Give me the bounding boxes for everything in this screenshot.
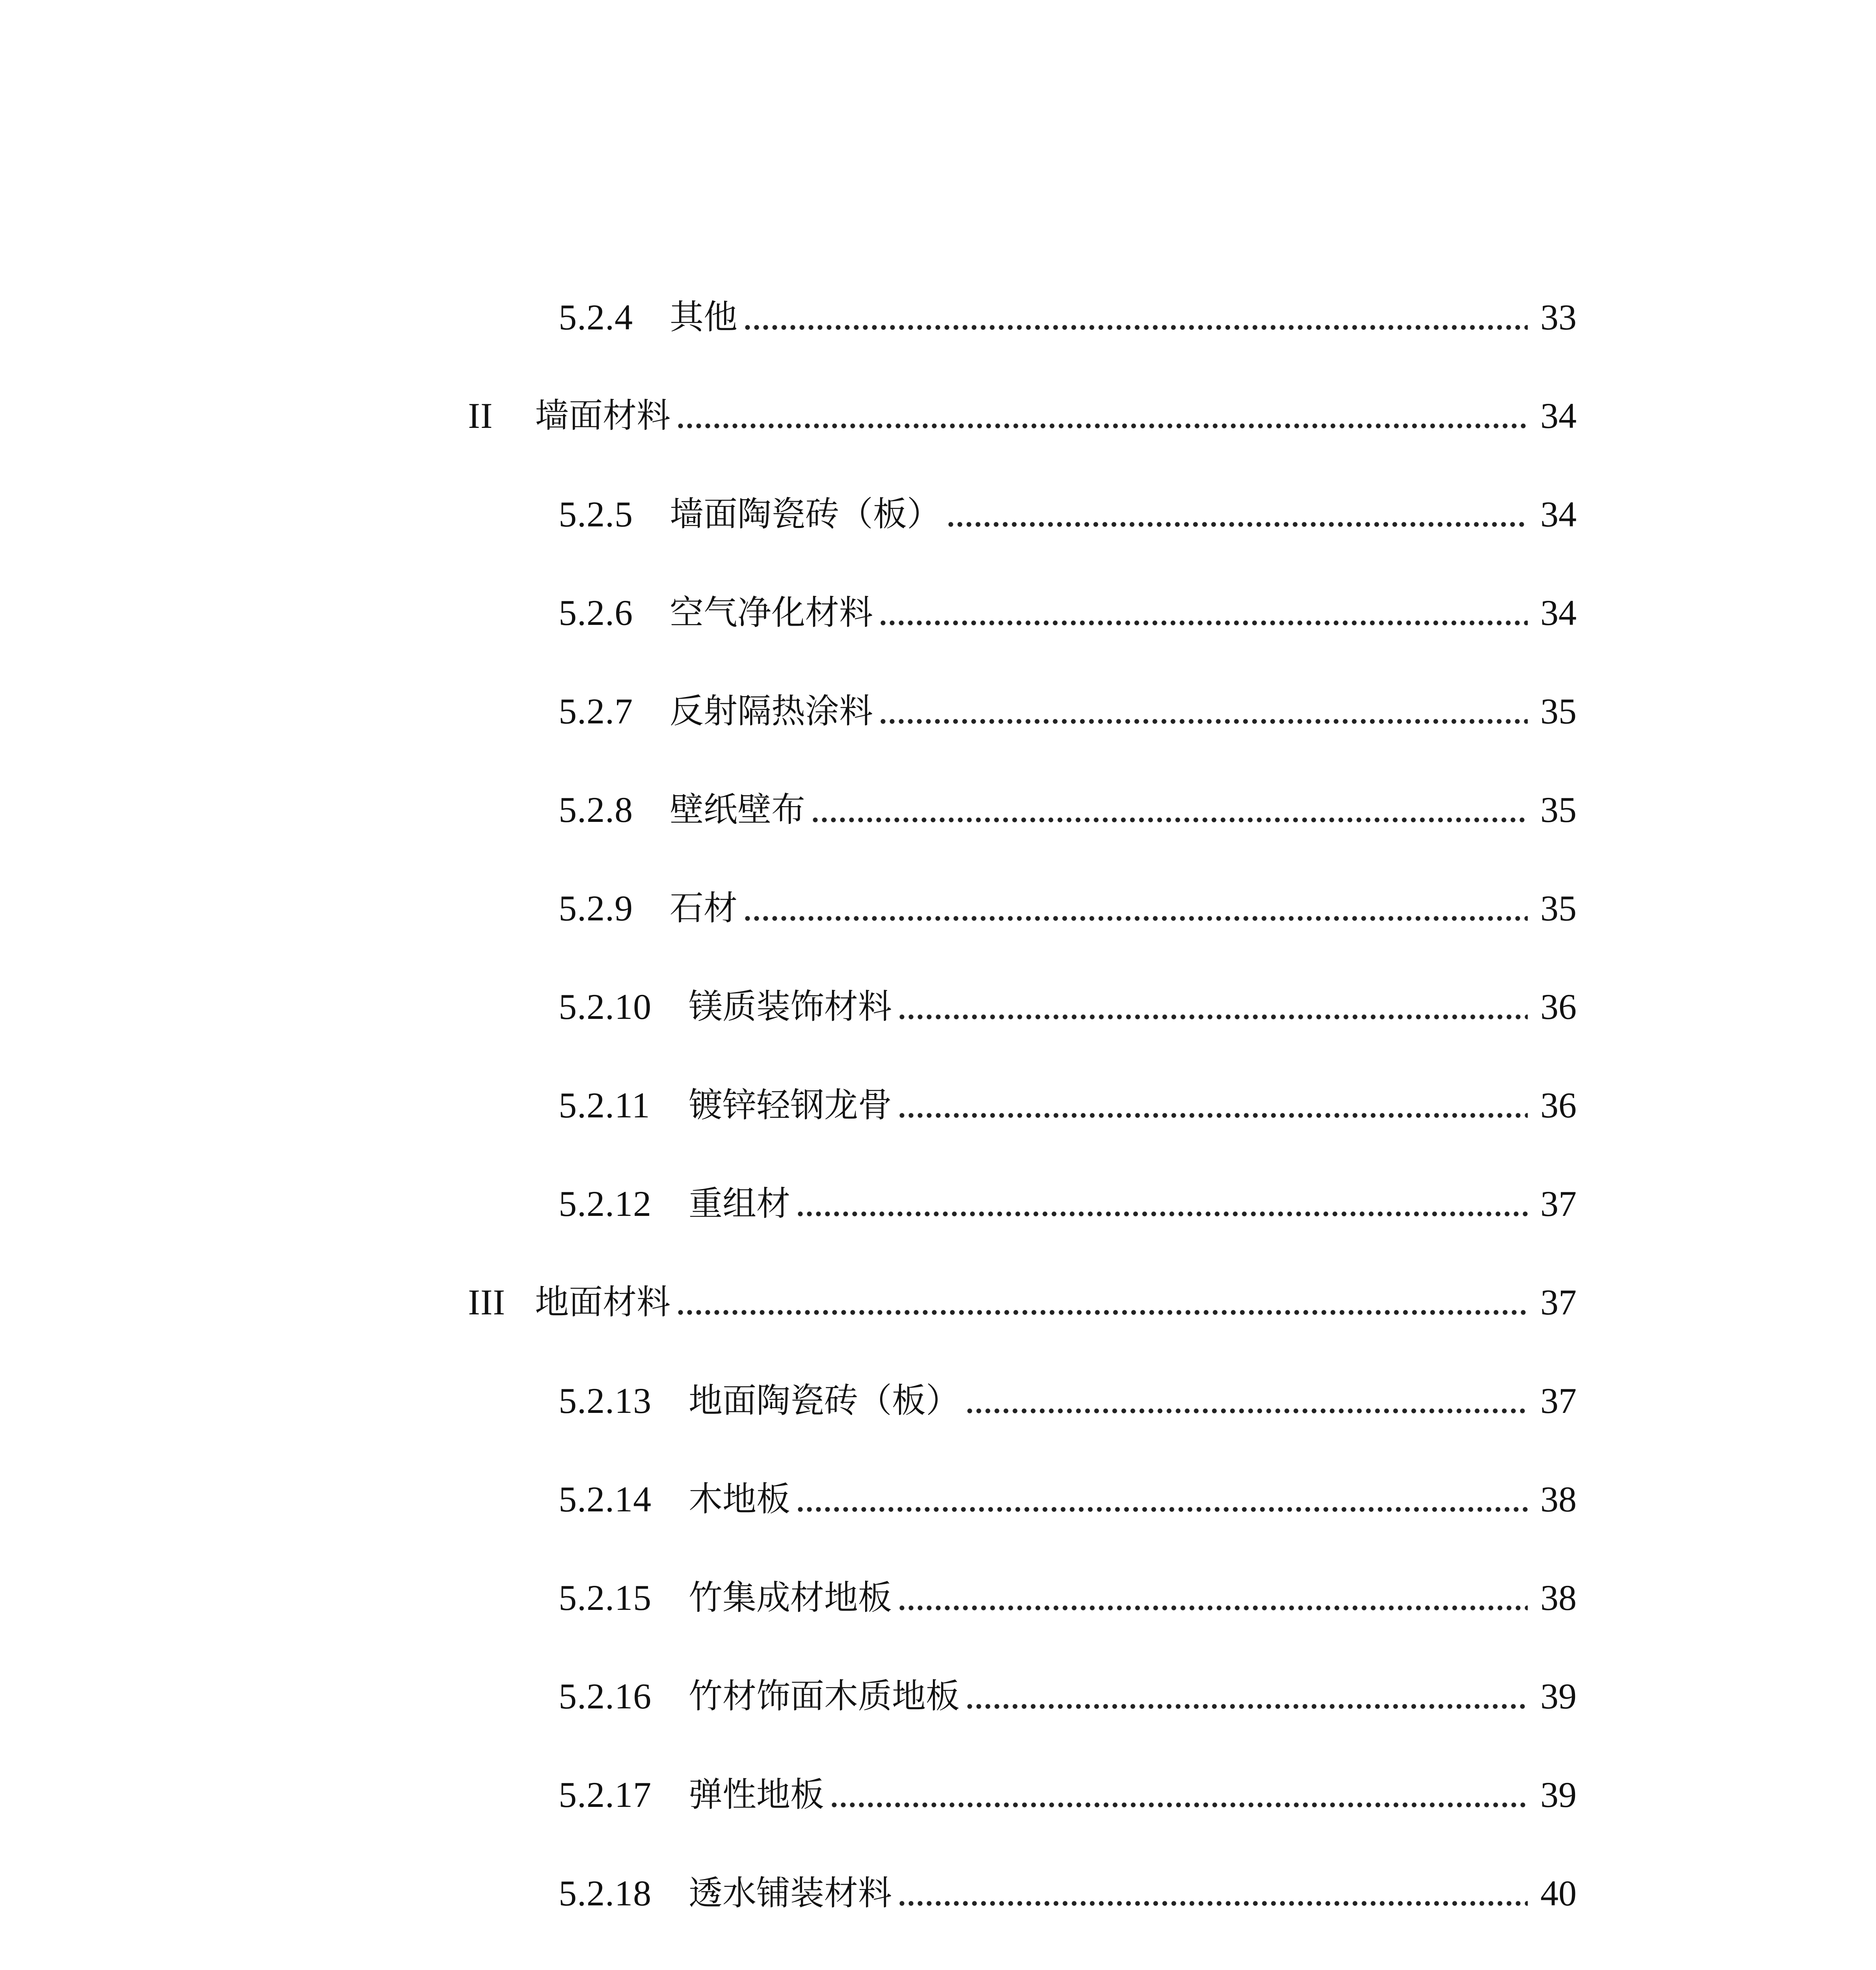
toc-entry-page: 36 <box>1540 1085 1577 1125</box>
dot-leader <box>796 1506 1528 1513</box>
toc-entry <box>559 489 1577 540</box>
toc-entry-title: 墙面材料 <box>535 396 671 435</box>
dot-leader <box>796 1210 1528 1217</box>
toc-entry-number: 5.2.13 <box>559 1381 652 1421</box>
dot-leader <box>743 915 1528 922</box>
toc-entry <box>468 1277 1577 1328</box>
toc-entry-number: 5.2.12 <box>559 1184 652 1224</box>
toc-entry-title: 竹集成材地板 <box>689 1578 892 1617</box>
toc-entry-number: II <box>468 396 493 436</box>
toc-entry-title: 地面陶瓷砖（板） <box>689 1381 960 1420</box>
toc-entry-number: 5.2.16 <box>559 1676 652 1716</box>
toc-entry-title: 壁纸壁布 <box>670 790 805 829</box>
toc-entry-title: 竹材饰面木质地板 <box>689 1676 960 1716</box>
toc-entry-number: 5.2.15 <box>559 1578 652 1618</box>
dot-leader <box>965 1407 1528 1414</box>
toc-entry-page: 34 <box>1540 494 1577 534</box>
toc-entry-page: 37 <box>1540 1282 1577 1322</box>
toc-entry-page: 38 <box>1540 1578 1577 1618</box>
toc-entry-page: 39 <box>1540 1676 1577 1716</box>
toc-entry-page: 38 <box>1540 1479 1577 1519</box>
dot-leader <box>897 1013 1528 1020</box>
toc-entry-number: 5.2.14 <box>559 1479 652 1519</box>
toc-entry <box>559 1080 1577 1131</box>
toc-entry-title: 弹性地板 <box>689 1775 824 1814</box>
toc-entry-number <box>468 1966 535 1970</box>
toc-entry <box>559 1474 1577 1525</box>
toc-entry-title: 木地板 <box>689 1479 790 1519</box>
toc-entry-title: 反射隔热涂料 <box>670 691 873 731</box>
toc-entry-title: 其他 <box>670 297 737 337</box>
toc-entry <box>559 1572 1577 1623</box>
toc-entry-number: 5.2.11 <box>559 1085 650 1125</box>
toc-entry <box>559 1375 1577 1426</box>
toc-entry-page: 34 <box>1540 593 1577 633</box>
toc-entry <box>559 981 1577 1032</box>
dot-leader <box>811 816 1528 823</box>
toc-entry-title: 地面材料 <box>535 1282 671 1322</box>
dot-leader <box>946 521 1528 528</box>
toc-entry-title: 石材 <box>670 888 737 928</box>
toc-entry-page: 33 <box>1540 297 1577 337</box>
dot-leader <box>897 1112 1528 1119</box>
toc-entry-number: III <box>468 1282 505 1322</box>
toc-entry-title <box>535 1966 671 1970</box>
toc-entry-title: 镁质装饰材料 <box>689 987 892 1026</box>
toc-entry <box>468 390 1577 441</box>
toc-entry <box>559 1868 1577 1919</box>
toc-entry-title: 墙面陶瓷砖（板） <box>670 494 941 534</box>
toc-entry-title: 镀锌轻钢龙骨 <box>689 1085 892 1125</box>
toc-entry-page: 39 <box>1540 1775 1577 1815</box>
toc-entry-number: 5.2.5 <box>559 494 633 534</box>
toc-entry <box>559 883 1577 934</box>
toc-entry-title: 透水铺装材料 <box>689 1873 892 1913</box>
toc-entry-number: 5.2.9 <box>559 888 633 928</box>
toc-entry-number: 5.2.7 <box>559 691 633 731</box>
toc-entry <box>559 686 1577 737</box>
dot-leader <box>743 324 1528 331</box>
toc-entry <box>559 1671 1577 1722</box>
toc-entry <box>559 1178 1577 1229</box>
toc-entry-page: 36 <box>1540 987 1577 1027</box>
toc-entry-number: 5.2.17 <box>559 1775 652 1815</box>
toc-entry-page: 35 <box>1540 888 1577 928</box>
toc-entry-number: 5.2.4 <box>559 297 633 337</box>
dot-leader <box>897 1604 1528 1611</box>
toc-entry <box>559 292 1577 343</box>
toc-entry-number: 5.2.6 <box>559 593 633 633</box>
toc-entry-page: 34 <box>1540 396 1577 436</box>
toc-entry-title: 重组材 <box>689 1184 790 1223</box>
toc-entry <box>559 1769 1577 1820</box>
dot-leader <box>676 422 1528 429</box>
toc-entry-page: 35 <box>1540 790 1577 830</box>
dot-leader <box>965 1703 1528 1710</box>
toc-entry-number: 5.2.18 <box>559 1873 652 1913</box>
dot-leader <box>676 1309 1528 1316</box>
dot-leader <box>897 1900 1528 1907</box>
toc-entry-page <box>1533 1966 1577 1970</box>
toc-entry <box>559 587 1577 638</box>
toc-entry-page: 40 <box>1540 1873 1577 1913</box>
toc-entry-page: 35 <box>1540 691 1577 731</box>
dot-leader <box>879 619 1528 626</box>
toc-entry <box>559 784 1577 835</box>
toc-entry-number: 5.2.10 <box>559 987 652 1027</box>
toc-entry-page: 37 <box>1540 1381 1577 1421</box>
toc-entry-title: 空气净化材料 <box>670 593 873 632</box>
dot-leader <box>879 718 1528 725</box>
toc-entry-page: 37 <box>1540 1184 1577 1224</box>
dot-leader <box>830 1801 1528 1808</box>
toc-entry <box>468 1966 1577 1970</box>
toc-entry-number: 5.2.8 <box>559 790 633 830</box>
